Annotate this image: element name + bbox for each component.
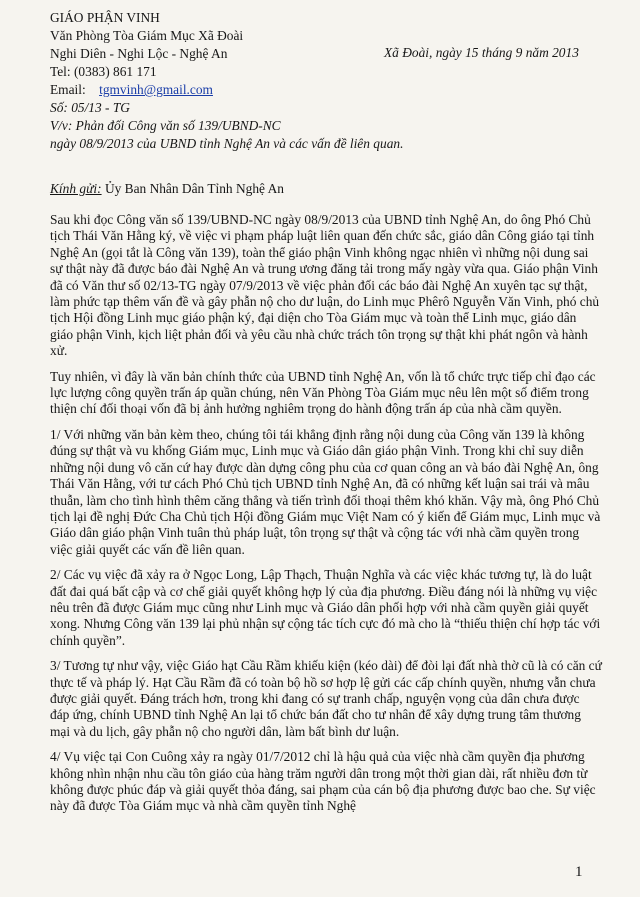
office-address: Nghi Diên - Nghi Lộc - Nghệ An	[50, 46, 228, 61]
page-number: 1	[575, 864, 583, 880]
paragraph: 4/ Vụ việc tại Con Cuông xảy ra ngày 01/7/2012 chỉ là hậu quả của việc nhà cầm quyền địa phương không nhìn nhận nhu cầu tôn giáo của hàng trăm người dân trong một thời gian dài, rất nhiều đơn từ không được phúc đáp và giải quyết thỏa đáng, sai phạm của cán bộ địa phương được bao che. Sự việc này đã được Tòa Giám mục và nhà cầm quyền tỉnh Nghệ	[50, 749, 596, 814]
paragraph: Tuy nhiên, vì đây là văn bản chính thức của UBND tỉnh Nghệ An, vốn là tổ chức trực tiếp chỉ đạo các lực lượng công quyền trấn áp quần chúng, nên Văn Phòng Tòa Giám mục nêu lên một số điểm trong thiện chí đối thoại vốn đã bị ảnh hưởng nghiêm trọng do hành động trấn áp của nhà cầm quyền.	[50, 368, 596, 417]
recipient-label: Kính gửi:	[50, 181, 102, 196]
recipient-line	[50, 181, 284, 197]
paragraph: Sau khi đọc Công văn số 139/UBND-NC ngày 08/9/2013 của UBND tỉnh Nghệ An, do ông Phó Chủ tịch Thái Văn Hằng ký, về việc vi phạm pháp luật liên quan đến chức sắc, giáo dân Công giáo tại tỉnh Nghệ An (gọi tắt là Công văn 139), toàn thể giáo phận Vinh không ngạc nhiên vì những nội dung sai sự thật này đã được báo đài Nghệ An và trung ương đăng tải trong mấy ngày vừa qua. Giáo phận Vinh đã có Văn thư số 02/13-TG ngày 07/9/2013 về việc phản đối các báo đài Nghệ An xuyên tạc sự thật, làm phức tạp thêm vấn đề và gây phẫn nộ cho dư luận, do Linh mục Phêrô Nguyễn Văn Vinh, phó chủ tịch Hội đồng Linh mục giáo phận ký, đại diện cho Tòa Giám mục và toàn thể Linh mục, giáo dân giáo phận Vinh, kịch liệt phản đối và yêu cầu nhà chức trách tôn trọng sự thật khi phát ngôn và hành xử.	[50, 212, 600, 359]
office-name: Văn Phòng Tòa Giám Mục Xã Đoài	[50, 28, 244, 43]
recipient-name: Ủy Ban Nhân Dân Tỉnh Nghệ An	[104, 181, 284, 196]
paragraph: 3/ Tương tự như vậy, việc Giáo hạt Cầu Rầm khiếu kiện (kéo dài) để đòi lại đất nhà thờ cũ là có căn cứ thực tế và pháp lý. Hạt Cầu Rầm đã có toàn bộ hồ sơ hợp lệ gửi các cấp chính quyền, nhưng vẫn chưa được giải quyết. Đáng trách hơn, trong khi đang có sự tranh chấp, nguyện vọng của dân chưa được đáp ứng, chính UBND tỉnh Nghệ An lại tổ chức bán đất cho tư nhân để xây dựng trung tâm thương mại và du lịch, gây phẫn nộ cho người dân, làm bất bình dư luận.	[50, 658, 602, 739]
document-number: Số: 05/13 - TG	[50, 100, 130, 115]
office-email-line	[50, 81, 403, 99]
subject-line-1: V/v: Phản đối Công văn số 139/UBND-NC	[50, 118, 281, 133]
subject-line-2: ngày 08/9/2013 của UBND tỉnh Nghệ An và các vấn đề liên quan.	[50, 136, 404, 151]
org-name: GIÁO PHẬN VINH	[50, 10, 160, 25]
paragraph: 2/ Các vụ việc đã xảy ra ở Ngọc Long, Lập Thạch, Thuận Nghĩa và các việc khác tương tự, là do luật đất đai quá bất cập và cơ chế giải quyết không hợp lý của địa phương. Điều đáng nói là những vụ việc nêu trên đã được Giám mục cũng như Linh mục và Giáo dân phối hợp với nhà cầm quyền giải quyết xong. Nhưng Công văn 139 lại phủ nhận sự cộng tác tích cực đó mà cho là “thiếu thiện chí hợp tác với chính quyền”.	[50, 567, 601, 648]
paragraph: 1/ Với những văn bản kèm theo, chúng tôi tái khẳng định rằng nội dung của Công văn 139 là không đúng sự thật và vu khống Giám mục, Linh mục và Giáo dân giáo phận Vinh. Trong khi chỉ suy diễn những nội dung vô căn cứ hay được dàn dựng công phu của cơ quan công an và báo đài Nghệ An, ông Thái Văn Hằng, với tư cách Phó Chủ tịch UBND tỉnh Nghệ An, đã có những kết luận sai trái và mâu thuẫn, làm cho tình hình thêm căng thẳng và tiến trình đối thoại thêm khó khăn. Vậy mà, ông Phó Chủ tịch lại đề nghị Đức Cha Chủ tịch Hội đồng Giám mục Việt Nam có ý kiến để Giám mục, Linh mục và Giáo dân giáo phận Vinh tuân thủ pháp luật, tôn trọng sự thật và cộng tác với nhà cầm quyền trong việc giải quyết các vấn đề liên quan.	[50, 426, 601, 557]
email-link[interactable]: tgmvinh@gmail.com	[99, 82, 213, 97]
email-label: Email:	[50, 82, 86, 97]
letter-header	[50, 9, 403, 153]
letter-date: Xã Đoài, ngày 15 tháng 9 năm 2013	[384, 45, 579, 60]
office-phone: Tel: (0383) 861 171	[50, 64, 157, 79]
letter-body	[50, 212, 602, 824]
